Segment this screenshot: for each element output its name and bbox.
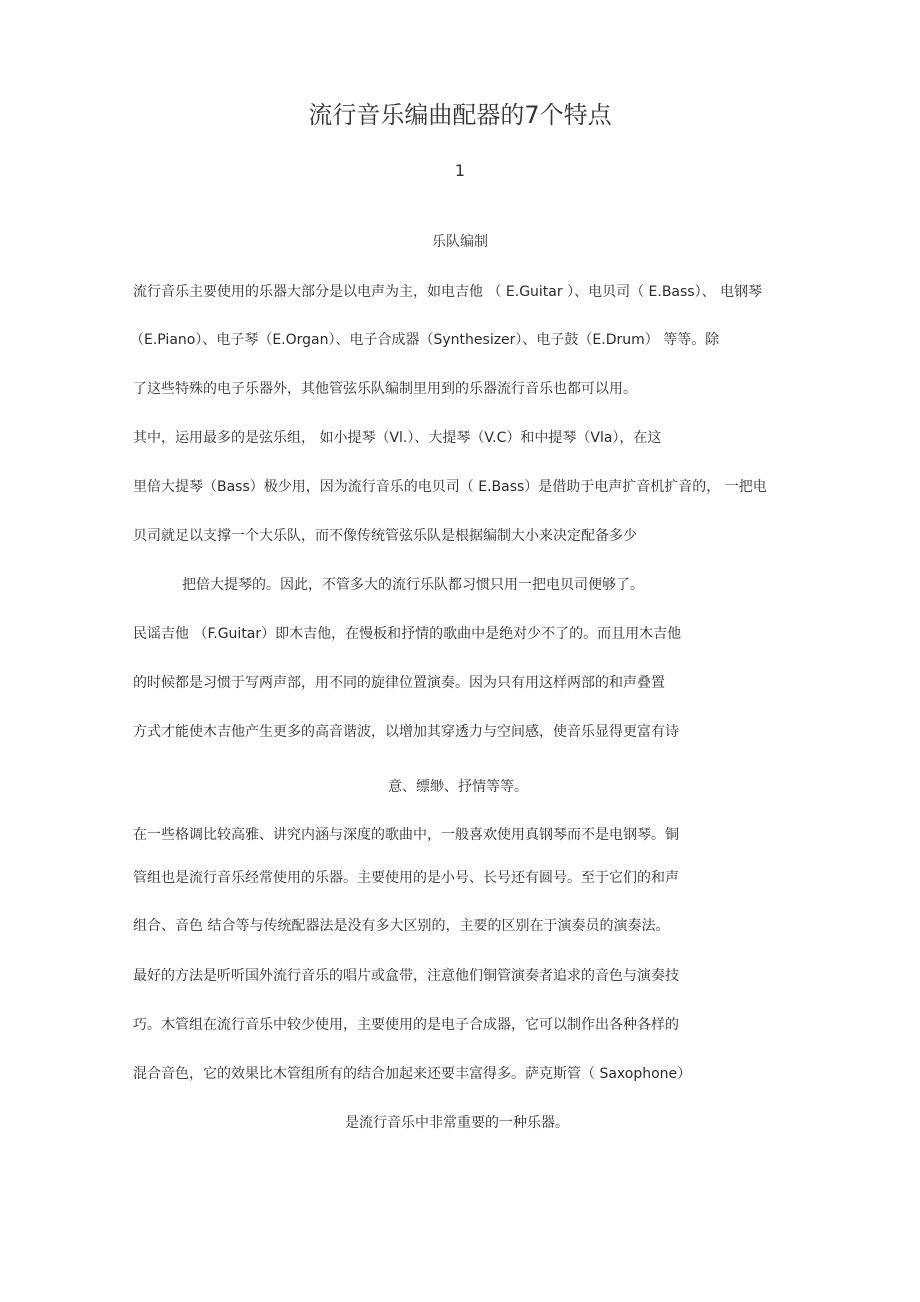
- section-number: 1: [454, 161, 466, 180]
- paragraph-line: 组合、音色 结合等与传统配器法是没有多大区别的，主要的区别在于演奏员的演奏法。: [133, 918, 670, 934]
- paragraph-line: 了这些特殊的电子乐器外，其他管弦乐队编制里用到的乐器流行音乐也都可以用。: [133, 381, 637, 397]
- paragraph-line: 意、缥缈、抒情等等。: [388, 779, 528, 795]
- paragraph-line: 其中，运用最多的是弦乐组， 如小提琴（Vl.）、大提琴（V.C）和中提琴（Vla），在这: [133, 430, 662, 446]
- paragraph-line: 巧。木管组在流行音乐中较少使用，主要使用的是电子合成器，它可以制作出各种各样的: [133, 1017, 679, 1033]
- paragraph-line: 里倍大提琴（Bass）极少用，因为流行音乐的电贝司（ E.Bass）是借助于电声扩音机扩音的， 一把电: [133, 479, 767, 495]
- document-title: 流行音乐编曲配器的7个特点: [308, 101, 612, 129]
- paragraph-line: 混合音色，它的效果比木管组所有的结合加起来还要丰富得多。萨克斯管（ Saxophone）: [133, 1066, 692, 1082]
- paragraph-line: 最好的方法是听听国外流行音乐的唱片或盒带，注意他们铜管演奏者追求的音色与演奏技: [133, 968, 679, 984]
- paragraph-line: 是流行音乐中非常重要的一种乐器。: [345, 1115, 569, 1131]
- paragraph-line: （E.Piano）、电子琴（E.Organ）、电子合成器（Synthesizer）、电子鼓（E.Drum） 等等。除: [130, 332, 720, 348]
- paragraph-line: 把倍大提琴的。因此，不管多大的流行乐队都习惯只用一把电贝司便够了。: [182, 577, 644, 593]
- section-title: 乐队编制: [432, 234, 488, 250]
- paragraph-line: 在一些格调比较高雅、讲究内涵与深度的歌曲中，一般喜欢使用真钢琴而不是电钢琴。铜: [133, 827, 679, 843]
- paragraph-line: 的时候都是习惯于写两声部，用不同的旋律位置演奏。因为只有用这样两部的和声叠置: [133, 675, 665, 691]
- paragraph-line: 管组也是流行音乐经常使用的乐器。主要使用的是小号、长号还有圆号。至于它们的和声: [133, 870, 679, 886]
- paragraph-line: 贝司就足以支撑一个大乐队，而不像传统管弦乐队是根据编制大小来决定配备多少: [133, 528, 637, 544]
- paragraph-line: 流行音乐主要使用的乐器大部分是以电声为主，如电吉他 （ E.Guitar ）、电贝司（ E.Bass）、 电钢琴: [133, 284, 763, 300]
- paragraph-line: 方式才能使木吉他产生更多的高音谐波，以增加其穿透力与空间感，使音乐显得更富有诗: [133, 724, 679, 740]
- paragraph-line: 民谣吉他 （F.Guitar）即木吉他，在慢板和抒情的歌曲中是绝对少不了的。而且用木吉他: [133, 626, 682, 642]
